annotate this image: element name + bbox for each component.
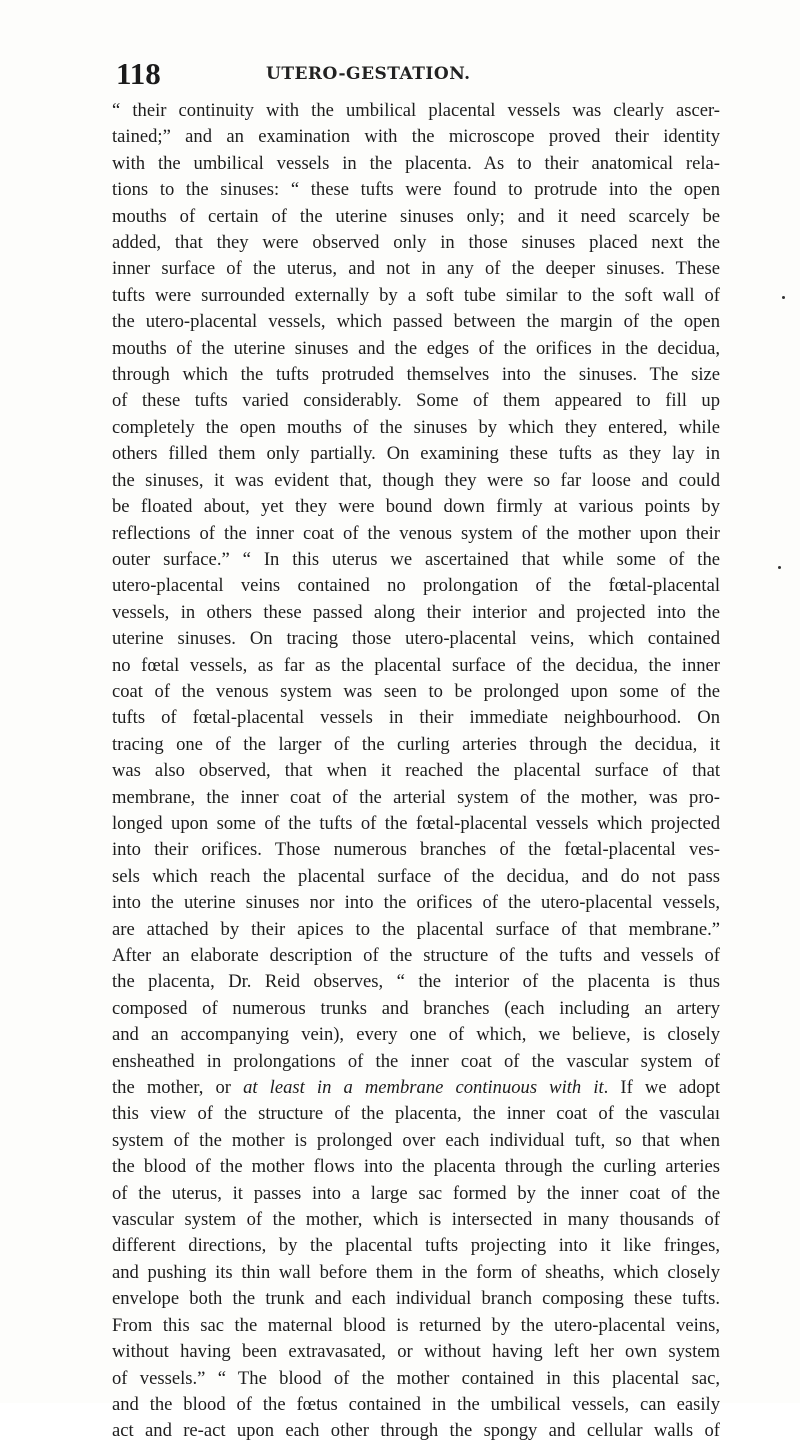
text-line: and pushing its thin wall before them in the form of sheaths, which closely	[112, 1261, 720, 1283]
text-line: “ their continuity with the umbilical placental vessels was clearly ascer-	[112, 100, 720, 121]
text-line: no fœtal vessels, as far as the placental surface of the decidua, the inner	[112, 654, 720, 676]
running-head: UTERO-GESTATION.	[266, 64, 471, 84]
page-number: 118	[116, 56, 161, 91]
text-line: and an accompanying vein), every one of which, we believe, is closely	[112, 1024, 720, 1046]
text-line: of vessels.” “ The blood of the mother contained in this placental sac,	[112, 1367, 720, 1389]
text-line: the sinuses, it was evident that, though they were so far loose and could	[112, 469, 720, 491]
text-line: are attached by their apices to the placental surface of that membrane.”	[112, 918, 720, 940]
margin-mark	[778, 566, 781, 569]
text-line: this view of the structure of the placenta, the inner coat of the vasculaı	[112, 1103, 720, 1125]
text-line: utero-placental veins contained no prolongation of the fœtal-placental	[112, 575, 720, 597]
text-line: sels which reach the placental surface of the decidua, and do not pass	[112, 865, 720, 887]
text-line: tained;” and an examination with the microscope proved their identity	[112, 126, 720, 148]
text-line: others filled them only partially. On examining these tufts as they lay in	[112, 443, 720, 465]
text-line: outer surface.” “ In this uterus we ascertained that while some of the	[112, 548, 720, 570]
text-line: system of the mother is prolonged over each individual tuft, so that when	[112, 1129, 720, 1151]
page-header	[116, 56, 656, 96]
text-line: tufts of fœtal-placental vessels in their immediate neighbourhood. On	[112, 707, 720, 729]
text-line: of these tufts varied considerably. Some of them appeared to fill up	[112, 390, 720, 412]
text-line: From this sac the maternal blood is returned by the utero-placental veins,	[112, 1314, 720, 1336]
text-line: vessels, in others these passed along their interior and projected into the	[112, 601, 720, 623]
text-line: act and re-act upon each other through the spongy and cellular walls of	[112, 1420, 720, 1442]
text-line: was also observed, that when it reached the placental surface of that	[112, 760, 720, 782]
text-line: tufts were surrounded externally by a soft tube similar to the soft wall of	[112, 284, 720, 306]
text-line: tions to the sinuses: “ these tufts were found to protrude into the open	[112, 179, 720, 201]
text-line: the placenta, Dr. Reid observes, “ the interior of the placenta is thus	[112, 971, 720, 993]
text-line: coat of the venous system was seen to be prolonged upon some of the	[112, 680, 720, 702]
text-line: After an elaborate description of the structure of the tufts and vessels of	[112, 945, 720, 966]
text-line: membrane, the inner coat of the arterial system of the mother, was pro-	[112, 786, 720, 808]
text-line: into the uterine sinuses nor into the orifices of the utero-placental vessels,	[112, 892, 720, 914]
text-line: composed of numerous trunks and branches (each including an artery	[112, 997, 720, 1019]
text-line: mouths of certain of the uterine sinuses only; and it need scarcely be	[112, 205, 720, 227]
body-text	[112, 98, 720, 1445]
text-line: the blood of the mother flows into the placenta through the curling arteries	[112, 1156, 720, 1178]
text-line: reflections of the inner coat of the venous system of the mother upon their	[112, 522, 720, 544]
text-line: with the umbilical vessels in the placenta. As to their anatomical rela-	[112, 152, 720, 174]
text-line: without having been extravasated, or without having left her own system	[112, 1341, 720, 1363]
text-line: envelope both the trunk and each individual branch composing these tufts.	[112, 1288, 720, 1310]
text-line: ensheathed in prolongations of the inner coat of the vascular system of	[112, 1050, 720, 1072]
text-line: into their orifices. Those numerous branches of the fœtal-placental ves-	[112, 839, 720, 861]
text-line: and the blood of the fœtus contained in the umbilical vessels, can easily	[112, 1393, 720, 1415]
margin-mark	[782, 296, 785, 299]
text-line: added, that they were observed only in those sinuses placed next the	[112, 232, 720, 254]
text-line: uterine sinuses. On tracing those utero-placental veins, which contained	[112, 628, 720, 650]
text-line: be floated about, yet they were bound down firmly at various points by	[112, 496, 720, 518]
text-line: of the uterus, it passes into a large sac formed by the inner coat of the	[112, 1182, 720, 1204]
emphasis: at least in a membrane continuous with it	[243, 1077, 604, 1099]
text-line: inner surface of the uterus, and not in any of the deeper sinuses. These	[112, 258, 720, 280]
text-line: tracing one of the larger of the curling arteries through the decidua, it	[112, 733, 720, 755]
text-line: longed upon some of the tufts of the fœtal-placental vessels which projected	[112, 812, 720, 834]
text-line: vascular system of the mother, which is intersected in many thousands of	[112, 1209, 720, 1231]
text-line: the mother, or at least in a membrane continuous with it. If we adopt	[112, 1077, 720, 1099]
text-line: the utero-placental vessels, which passed between the margin of the open	[112, 311, 720, 333]
text-line: completely the open mouths of the sinuses by which they entered, while	[112, 416, 720, 438]
text-line: mouths of the uterine sinuses and the edges of the orifices in the decidua,	[112, 337, 720, 359]
text-line: different directions, by the placental tufts projecting into it like fringes,	[112, 1235, 720, 1257]
text-line: through which the tufts protruded themselves into the sinuses. The size	[112, 364, 720, 386]
